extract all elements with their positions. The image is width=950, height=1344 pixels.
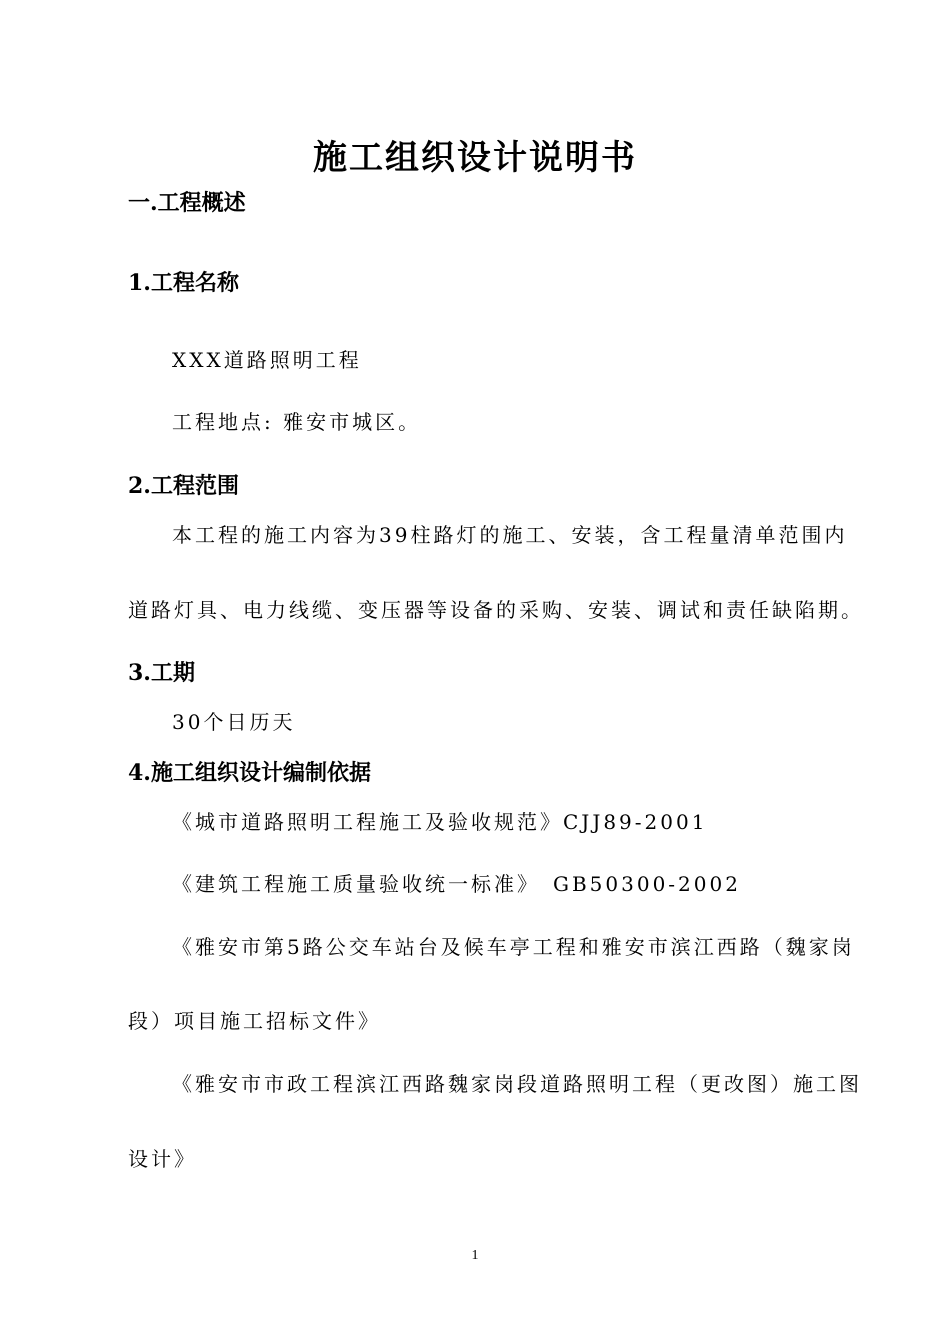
project-location-text: 工程地点: 雅安市城区。: [172, 410, 422, 434]
section-heading-scope: 2.工程范围: [128, 473, 239, 499]
section-heading-schedule: 3.工期: [128, 660, 195, 686]
basis-item-4-line-2: 设计》: [128, 1147, 197, 1171]
project-name-text: XXX道路照明工程: [172, 348, 362, 372]
basis-item-2: 《建筑工程施工质量验收统一标准》 GB50300-2002: [172, 872, 741, 896]
document-title: 施工组织设计说明书: [313, 138, 637, 178]
basis-item-4-line-1: 《雅安市市政工程滨江西路魏家岗段道路照明工程（更改图）施工图: [172, 1072, 862, 1096]
page-number: 1: [471, 1248, 479, 1263]
section-heading-overview: 一.工程概述: [128, 190, 246, 216]
scope-text-line-1: 本工程的施工内容为39柱路灯的施工、安装，含工程量清单范围内: [172, 523, 848, 547]
basis-item-3-line-1: 《雅安市第5路公交车站台及候车亭工程和雅安市滨江西路（魏家岗: [172, 935, 855, 959]
scope-text-line-2: 道路灯具、电力线缆、变压器等设备的采购、安装、调试和责任缺陷期。: [128, 598, 864, 622]
section-heading-project-name: 1.工程名称: [128, 270, 239, 296]
schedule-text: 30个日历天: [172, 710, 296, 734]
section-heading-basis: 4.施工组织设计编制依据: [128, 760, 371, 786]
basis-item-3-line-2: 段）项目施工招标文件》: [128, 1009, 381, 1033]
basis-item-1: 《城市道路照明工程施工及验收规范》CJJ89-2001: [172, 810, 708, 834]
